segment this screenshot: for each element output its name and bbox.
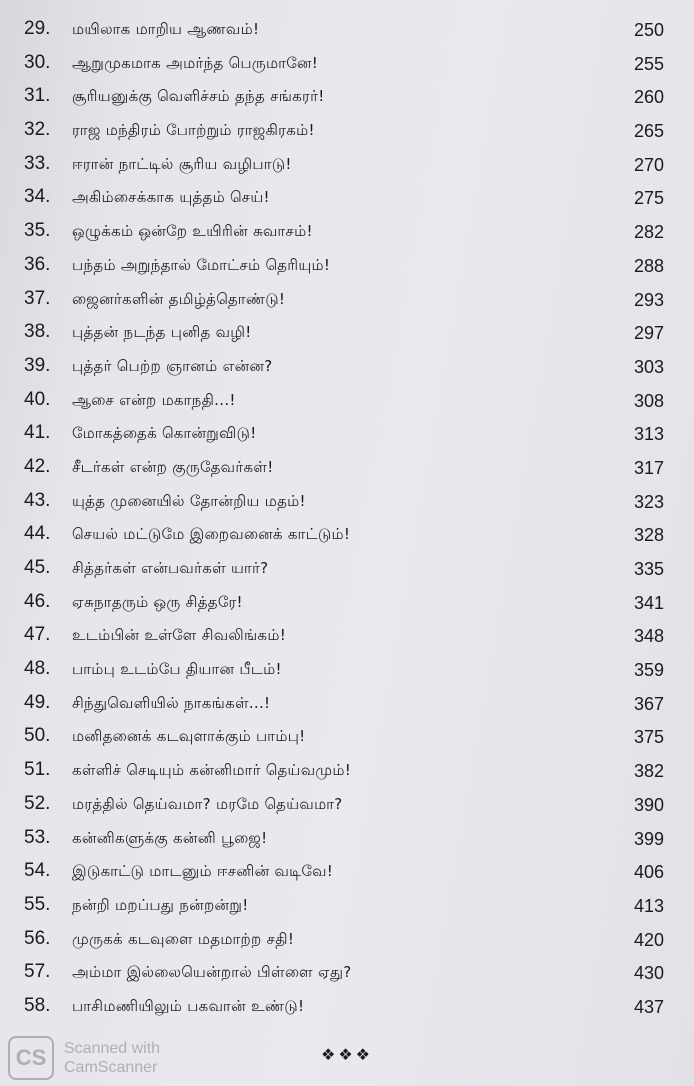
- toc-entry: [0, 149, 694, 183]
- chapter-title: ஜைனர்களின் தமிழ்த்தொண்டு!: [72, 289, 286, 308]
- chapter-title: மயிலாக மாறிய ஆணவம்!: [72, 20, 260, 38]
- toc-entry: [0, 182, 694, 216]
- chapter-title: பாம்பு உடம்பே தியான பீடம்!: [72, 660, 282, 679]
- chapter-number: 38.: [24, 321, 51, 343]
- toc-entry: [0, 486, 694, 520]
- page-number: 375: [633, 727, 664, 748]
- toc-entry: [0, 991, 694, 1025]
- page-number: 288: [633, 255, 664, 276]
- chapter-title: சிந்துவெளியில் நாகங்கள்...!: [72, 693, 271, 712]
- toc-entry: [0, 216, 694, 250]
- chapter-title: இடுகாட்டு மாடனும் ஈசனின் வடிவே!: [72, 862, 334, 881]
- chapter-title: பாசிமணியிலும் பகவான் உண்டு!: [72, 996, 305, 1015]
- page-number: 420: [633, 929, 664, 950]
- chapter-title: மனிதனைக் கடவுளாக்கும் பாம்பு!: [72, 727, 306, 746]
- chapter-number: 39.: [24, 354, 51, 376]
- chapter-number: 36.: [24, 253, 51, 275]
- watermark-text: [64, 1039, 160, 1077]
- page-number: 265: [633, 121, 664, 142]
- toc-entry: [0, 452, 694, 486]
- page-number: 359: [633, 660, 664, 681]
- chapter-number: 56.: [24, 927, 51, 949]
- toc-entry: [0, 115, 694, 149]
- chapter-number: 34.: [24, 186, 51, 208]
- chapter-title: உடம்பின் உள்ளே சிவலிங்கம்!: [72, 626, 287, 645]
- page-number: 270: [633, 154, 664, 175]
- chapter-number: 37.: [24, 287, 51, 309]
- page-number: 317: [633, 457, 664, 478]
- toc-entry: [0, 755, 694, 789]
- page-number: 430: [633, 963, 664, 984]
- toc-entry: [0, 789, 694, 823]
- page-number: 382: [633, 761, 664, 782]
- chapter-title: கன்னிகளுக்கு கன்னி பூஜை!: [72, 828, 268, 847]
- page-number: 293: [633, 289, 664, 310]
- chapter-number: 54.: [24, 860, 51, 882]
- toc-entry: [0, 317, 694, 351]
- chapter-number: 48.: [24, 658, 51, 680]
- page-number: 275: [633, 188, 664, 209]
- chapter-title: ஆசை என்ற மகாநதி...!: [72, 390, 236, 409]
- page-number: 348: [633, 626, 664, 647]
- chapter-number: 44.: [24, 523, 51, 545]
- chapter-number: 47.: [24, 624, 51, 646]
- toc-entry: [0, 587, 694, 621]
- page-number: 399: [633, 828, 664, 849]
- chapter-number: 30.: [24, 51, 51, 73]
- chapter-title: மோகத்தைக் கொன்றுவிடு!: [72, 424, 257, 443]
- toc-entry: [0, 654, 694, 688]
- chapter-title: யுத்த முனையில் தோன்றிய மதம்!: [72, 491, 306, 510]
- chapter-number: 50.: [24, 725, 51, 747]
- page-number: 367: [633, 693, 664, 714]
- table-of-contents: [0, 14, 694, 1025]
- chapter-title: முருகக் கடவுளை மதமாற்ற சதி!: [72, 929, 295, 948]
- camscanner-watermark: [8, 1036, 160, 1080]
- toc-entry: [0, 48, 694, 82]
- chapter-number: 43.: [24, 489, 51, 511]
- chapter-number: 46.: [24, 590, 51, 612]
- toc-entry: [0, 14, 694, 48]
- chapter-number: 41.: [24, 422, 51, 444]
- watermark-line2: CamScanner: [64, 1059, 158, 1076]
- chapter-title: அம்மா இல்லையென்றால் பிள்ளை ஏது?: [72, 963, 352, 982]
- toc-entry: [0, 553, 694, 587]
- chapter-number: 55.: [24, 893, 51, 915]
- page-number: 323: [633, 491, 664, 512]
- chapter-title: ஈரான் நாட்டில் சூரிய வழிபாடு!: [72, 154, 292, 173]
- chapter-number: 35.: [24, 220, 51, 242]
- chapter-number: 53.: [24, 826, 51, 848]
- toc-entry: [0, 250, 694, 284]
- chapter-number: 45.: [24, 557, 51, 578]
- toc-entry: [0, 957, 694, 991]
- toc-entry: [0, 890, 694, 924]
- toc-entry: [0, 81, 694, 115]
- page-number: 282: [633, 222, 664, 243]
- watermark-line1: Scanned with: [64, 1040, 161, 1057]
- page-number: 413: [633, 895, 664, 916]
- chapter-number: 57.: [24, 961, 51, 983]
- chapter-number: 29.: [24, 18, 51, 39]
- chapter-number: 33.: [24, 152, 51, 174]
- chapter-number: 51.: [24, 759, 51, 781]
- chapter-number: 40.: [24, 388, 51, 410]
- chapter-title: புத்தர் பெற்ற ஞானம் என்ன?: [72, 356, 273, 375]
- page-number: 308: [633, 390, 664, 411]
- chapter-number: 31.: [24, 85, 51, 107]
- toc-entry: [0, 385, 694, 419]
- chapter-title: நன்றி மறப்பது நன்றன்று!: [72, 895, 249, 914]
- toc-entry: [0, 284, 694, 318]
- page-number: 390: [633, 794, 664, 815]
- chapter-title: புத்தன் நடந்த புனித வழி!: [72, 323, 252, 342]
- page-number: 297: [633, 323, 664, 344]
- chapter-number: 49.: [24, 691, 51, 713]
- toc-entry: [0, 688, 694, 722]
- page-number: 260: [633, 87, 664, 108]
- chapter-title: கள்ளிச் செடியும் கன்னிமார் தெய்வமும்!: [72, 761, 352, 780]
- toc-entry: [0, 519, 694, 553]
- page-number: 341: [633, 592, 664, 613]
- page-number: 250: [633, 20, 664, 40]
- page-number: 303: [633, 356, 664, 377]
- page-number: 437: [633, 996, 664, 1017]
- chapter-title: சித்தர்கள் என்பவர்கள் யார்?: [72, 559, 269, 577]
- chapter-title: ராஜ மந்திரம் போற்றும் ராஜகிரகம்!: [72, 121, 315, 140]
- toc-entry: [0, 924, 694, 958]
- chapter-title: ஆறுமுகமாக அமர்ந்த பெருமானே!: [72, 53, 319, 72]
- chapter-number: 52.: [24, 792, 51, 814]
- toc-entry: [0, 856, 694, 890]
- toc-entry: [0, 351, 694, 385]
- chapter-title: சீடர்கள் என்ற குருதேவர்கள்!: [72, 457, 274, 476]
- toc-entry: [0, 620, 694, 654]
- chapter-title: பந்தம் அறுந்தால் மோட்சம் தெரியும்!: [72, 255, 331, 274]
- toc-entry: [0, 418, 694, 452]
- chapter-number: 58.: [24, 994, 51, 1016]
- chapter-title: ஏசுநாதரும் ஒரு சித்தரே!: [72, 592, 243, 611]
- page-number: 255: [633, 53, 664, 74]
- page-number: 406: [633, 862, 664, 883]
- page-number: 328: [633, 525, 664, 546]
- chapter-title: ஒழுக்கம் ஒன்றே உயிரின் சுவாசம்!: [72, 222, 313, 241]
- chapter-title: அகிம்சைக்காக யுத்தம் செய்!: [72, 188, 270, 207]
- chapter-title: மரத்தில் தெய்வமா? மரமே தெய்வமா?: [72, 794, 343, 813]
- chapter-title: செயல் மட்டுமே இறைவனைக் காட்டும்!: [72, 525, 351, 544]
- page-number: 335: [633, 559, 664, 579]
- chapter-number: 32.: [24, 119, 51, 141]
- toc-entry: [0, 823, 694, 857]
- toc-entry: [0, 721, 694, 755]
- chapter-number: 42.: [24, 455, 51, 477]
- chapter-title: சூரியனுக்கு வெளிச்சம் தந்த சங்கரர்!: [72, 87, 325, 106]
- camscanner-logo: CS: [8, 1036, 54, 1080]
- end-ornament: ❖❖❖: [320, 1045, 374, 1064]
- page-number: 313: [633, 424, 664, 445]
